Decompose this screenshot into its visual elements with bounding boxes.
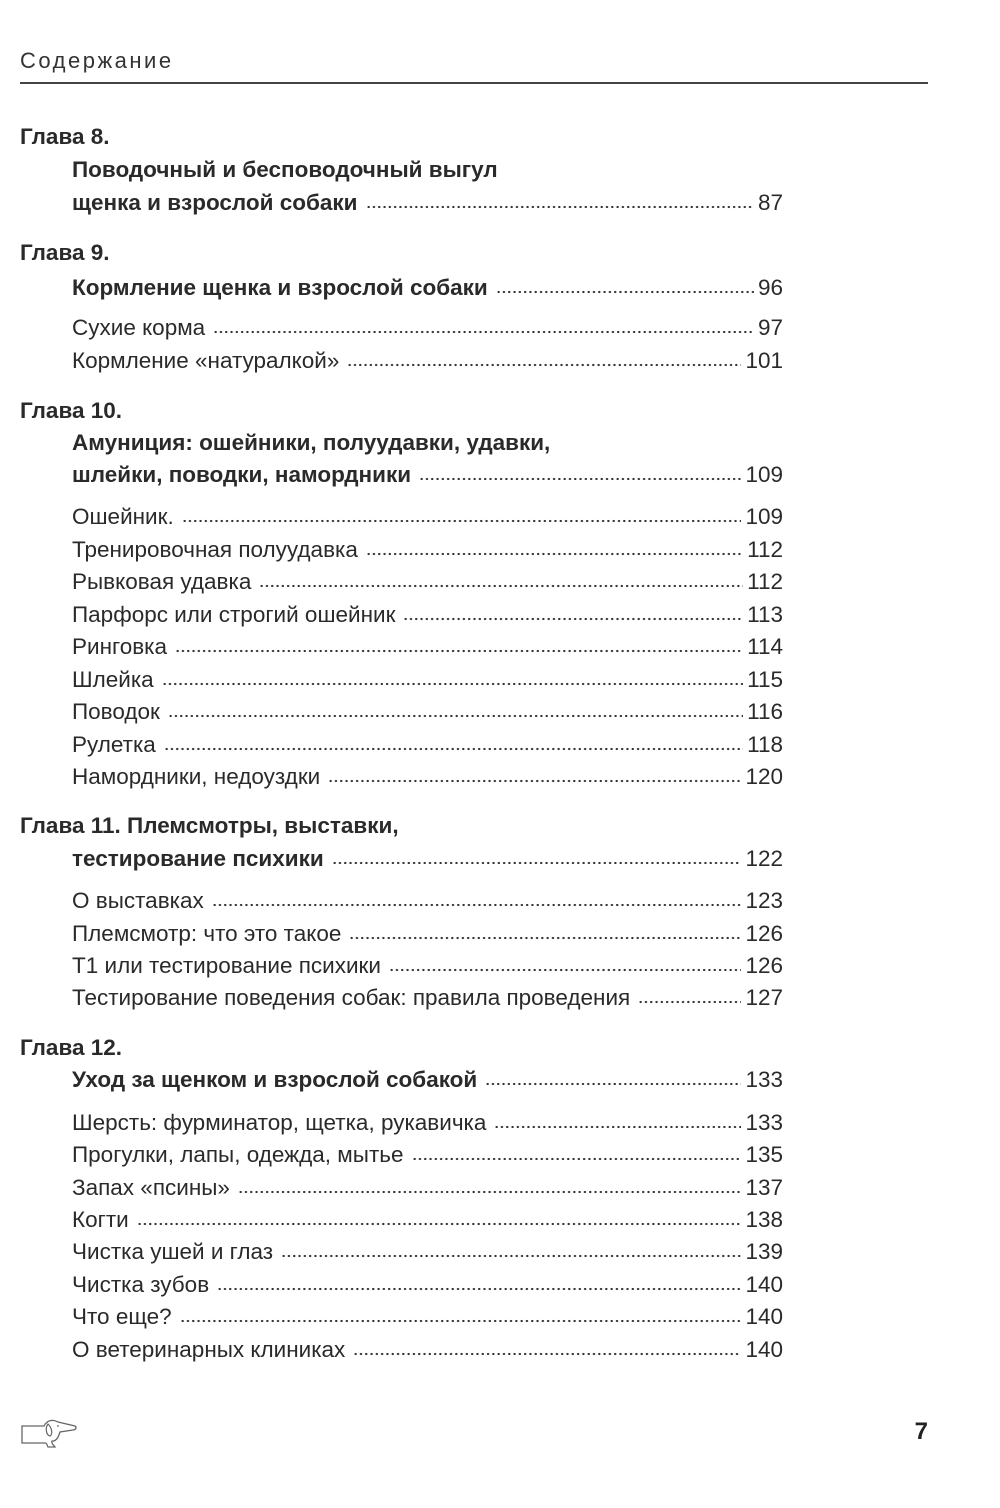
dachshund-hand-icon <box>20 1415 80 1451</box>
dot-leader <box>182 519 742 523</box>
toc-label: Племсмотры, выставки, <box>127 813 399 838</box>
toc-label: Шлейка <box>72 667 154 692</box>
dot-leader <box>485 1082 741 1086</box>
toc-entry[interactable] <box>72 730 783 760</box>
dot-leader <box>347 363 741 367</box>
toc-entry[interactable] <box>72 951 783 981</box>
toc-entry[interactable] <box>72 1140 783 1170</box>
dot-leader <box>162 682 743 686</box>
header-rule <box>20 82 928 84</box>
toc-entry[interactable] <box>72 535 783 565</box>
chapter-heading: Глава 12. <box>20 1035 123 1060</box>
toc-entry[interactable] <box>72 919 783 949</box>
toc-label: Запах «псины» <box>72 1175 230 1200</box>
dot-leader <box>180 1319 742 1323</box>
toc-label: Ошейник. <box>72 504 174 529</box>
toc-label: Чистка ушей и глаз <box>72 1239 274 1264</box>
page-number: 7 <box>914 1418 928 1445</box>
toc-page: 101 <box>745 348 783 373</box>
toc-page: 127 <box>745 985 783 1010</box>
dot-leader <box>353 1352 741 1356</box>
toc-label: Прогулки, лапы, одежда, мытье <box>72 1142 404 1167</box>
chapter-heading: Глава 9. <box>20 240 110 265</box>
dot-leader <box>366 552 743 556</box>
dot-leader <box>403 617 743 621</box>
toc-label: Когти <box>72 1207 129 1232</box>
toc-label: Шерсть: фурминатор, щетка, рукавичка <box>72 1110 487 1135</box>
toc-label: О ветеринарных клиниках <box>72 1337 346 1362</box>
toc-page: 112 <box>747 537 783 562</box>
toc-chapter-title <box>72 155 783 185</box>
toc-entry[interactable] <box>72 346 783 376</box>
toc-label: О выставках <box>72 888 204 913</box>
toc-entry[interactable] <box>72 1335 783 1365</box>
dot-leader <box>212 903 742 907</box>
dot-leader <box>494 1125 741 1129</box>
toc-label: Рывковая удавка <box>72 569 252 594</box>
dot-leader <box>328 779 741 783</box>
toc-entry[interactable] <box>72 1302 783 1332</box>
chapter-heading: Глава 11. <box>20 813 121 838</box>
toc-entry[interactable] <box>72 762 783 792</box>
toc-page: 118 <box>747 732 783 757</box>
toc-page: 114 <box>747 634 783 659</box>
toc-entry[interactable] <box>72 1270 783 1300</box>
toc-page: 126 <box>745 953 783 978</box>
toc-label: Кормление «натуралкой» <box>72 348 340 373</box>
running-header: Содержание <box>20 48 174 73</box>
toc-entry[interactable] <box>72 665 783 695</box>
toc-page: 96 <box>757 275 783 300</box>
toc-entry[interactable] <box>72 1065 783 1095</box>
toc-page: 133 <box>745 1067 783 1092</box>
dot-leader <box>213 330 754 334</box>
dot-leader <box>419 477 741 481</box>
toc-label: Амуниция: ошейники, полуудавки, удавки, <box>72 430 551 455</box>
toc-entry[interactable] <box>72 567 783 597</box>
toc-page: 120 <box>745 764 783 789</box>
toc-page: 109 <box>745 462 783 487</box>
toc-page: 113 <box>747 602 783 627</box>
dot-leader <box>496 290 754 294</box>
dot-leader <box>349 936 741 940</box>
toc-label: Сухие корма <box>72 315 206 340</box>
toc-entry[interactable] <box>72 1173 783 1203</box>
toc-page: 112 <box>747 569 783 594</box>
toc-page: 116 <box>747 699 783 724</box>
toc-label: Чистка зубов <box>72 1272 210 1297</box>
toc-entry[interactable] <box>72 1237 783 1267</box>
toc-page: 122 <box>745 846 783 871</box>
dot-leader <box>217 1287 741 1291</box>
toc-label: Что еще? <box>72 1304 172 1329</box>
toc-page: 126 <box>745 921 783 946</box>
toc-page: 97 <box>757 315 783 340</box>
toc-entry[interactable] <box>72 983 783 1013</box>
toc-page: 140 <box>745 1304 783 1329</box>
toc-page: 109 <box>745 504 783 529</box>
toc-label: Рулетка <box>72 732 156 757</box>
toc-label: Тестирование поведения собак: правила проведения <box>72 985 631 1010</box>
toc-page: 123 <box>745 888 783 913</box>
toc-entry[interactable] <box>72 632 783 662</box>
toc-page: 140 <box>745 1272 783 1297</box>
toc-label: щенка и взрослой собаки <box>72 190 358 215</box>
dot-leader <box>332 861 742 865</box>
chapter-heading: Глава 8. <box>20 124 110 149</box>
toc-entry[interactable] <box>72 886 783 916</box>
toc-entry[interactable] <box>72 844 783 874</box>
toc-entry[interactable] <box>72 502 783 532</box>
toc-page: 138 <box>745 1207 783 1232</box>
toc-label: Парфорс или строгий ошейник <box>72 602 396 627</box>
dot-leader <box>412 1157 742 1161</box>
dot-leader <box>175 649 743 653</box>
dot-leader <box>389 968 742 972</box>
dot-leader <box>281 1254 741 1258</box>
toc-label: Намордники, недоуздки <box>72 764 321 789</box>
toc-chapter-title <box>20 811 783 841</box>
toc-entry[interactable] <box>72 1205 783 1235</box>
dot-leader <box>168 714 743 718</box>
toc-entry[interactable] <box>72 273 783 303</box>
toc-chapter-title <box>72 428 783 458</box>
dot-leader <box>238 1190 742 1194</box>
toc-label: Уход за щенком и взрослой собакой <box>72 1067 478 1092</box>
toc-page: 139 <box>745 1239 783 1264</box>
chapter-heading: Глава 10. <box>20 398 123 423</box>
toc-label: Кормление щенка и взрослой собаки <box>72 275 488 300</box>
toc-label: Поводок <box>72 699 160 724</box>
toc-label: тестирование психики <box>72 846 324 871</box>
toc-page: 87 <box>757 190 783 215</box>
toc-page: 133 <box>745 1110 783 1135</box>
dot-leader <box>366 205 754 209</box>
dot-leader <box>259 584 743 588</box>
toc-entry[interactable] <box>72 600 783 630</box>
toc-label: шлейки, поводки, намордники <box>72 462 412 487</box>
toc-label: Племсмотр: что это такое <box>72 921 342 946</box>
dot-leader <box>638 1000 741 1004</box>
toc-page: 140 <box>745 1337 783 1362</box>
toc-page: 137 <box>745 1175 783 1200</box>
toc-entry[interactable] <box>72 1108 783 1138</box>
toc-label: Поводочный и бесповодочный выгул <box>72 157 498 182</box>
toc-page: 115 <box>747 667 783 692</box>
toc-entry[interactable] <box>72 460 783 490</box>
toc-entry[interactable] <box>72 697 783 727</box>
toc-label: Тренировочная полуудавка <box>72 537 358 562</box>
dot-leader <box>137 1222 742 1226</box>
toc-page: 135 <box>745 1142 783 1167</box>
toc-entry[interactable] <box>72 313 783 343</box>
toc-label: Т1 или тестирование психики <box>72 953 381 978</box>
dot-leader <box>164 747 743 751</box>
toc-label: Ринговка <box>72 634 168 659</box>
toc-entry[interactable] <box>72 188 783 218</box>
